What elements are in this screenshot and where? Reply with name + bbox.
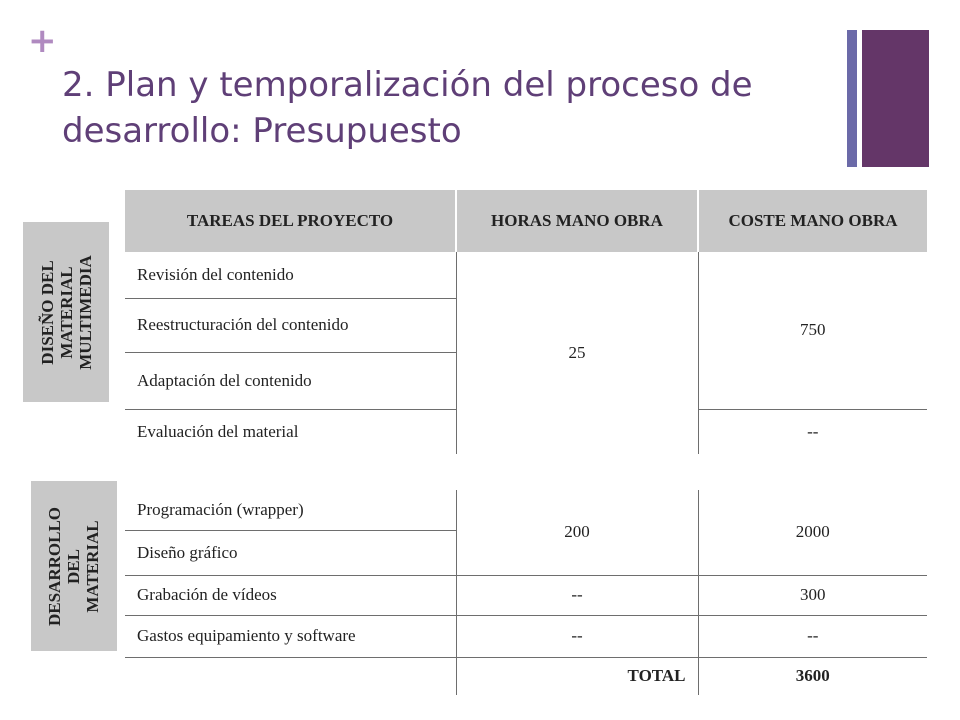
task-cell: Gastos equipamiento y software — [125, 615, 456, 657]
task-cell: Adaptación del contenido — [125, 352, 456, 409]
header-horas: HORAS MANO OBRA — [456, 190, 698, 252]
hours-cell: -- — [456, 615, 698, 657]
decorative-bar-thin — [847, 30, 857, 167]
slide-title: 2. Plan y temporalización del proceso de desarrollo: Presupuesto — [62, 65, 753, 151]
group-label-line: DISEÑO DEL — [37, 259, 57, 365]
table-row — [125, 615, 927, 657]
plus-icon: + — [28, 21, 57, 61]
cost-cell: 750 — [698, 252, 927, 409]
table-row — [125, 490, 927, 530]
task-cell: Diseño gráfico — [125, 530, 456, 575]
total-label: TOTAL — [456, 657, 698, 695]
task-cell: Programación (wrapper) — [125, 490, 456, 530]
group-label-line: MATERIAL — [56, 265, 76, 359]
total-row — [125, 657, 927, 695]
hours-cell: 25 — [456, 252, 698, 454]
budget-table-desarrollo — [125, 490, 927, 695]
total-value: 3600 — [698, 657, 927, 695]
table-row — [125, 575, 927, 615]
group-label-line: DESARROLLO — [45, 506, 65, 626]
table-header-row — [125, 190, 927, 252]
cost-cell: -- — [698, 615, 927, 657]
cost-cell: -- — [698, 409, 927, 454]
cost-cell: 300 — [698, 575, 927, 615]
header-tareas: TAREAS DEL PROYECTO — [125, 190, 456, 252]
total-spacer — [125, 657, 456, 695]
task-cell: Reestructuración del contenido — [125, 298, 456, 352]
group-label-desarrollo — [31, 481, 117, 651]
cost-cell: 2000 — [698, 490, 927, 575]
group-label-line: DEL — [64, 548, 84, 584]
group-label-line: MATERIAL — [83, 519, 103, 613]
table-row — [125, 252, 927, 298]
task-cell: Grabación de vídeos — [125, 575, 456, 615]
group-label-diseno — [23, 222, 109, 402]
decorative-bar-thick — [862, 30, 929, 167]
group-label-line: MULTIMEDIA — [75, 254, 95, 370]
header-coste: COSTE MANO OBRA — [698, 190, 927, 252]
task-cell: Evaluación del material — [137, 421, 299, 441]
task-cell: Revisión del contenido — [125, 252, 456, 298]
budget-table-diseno — [125, 190, 927, 454]
hours-cell: -- — [456, 575, 698, 615]
hours-cell: 200 — [456, 490, 698, 575]
